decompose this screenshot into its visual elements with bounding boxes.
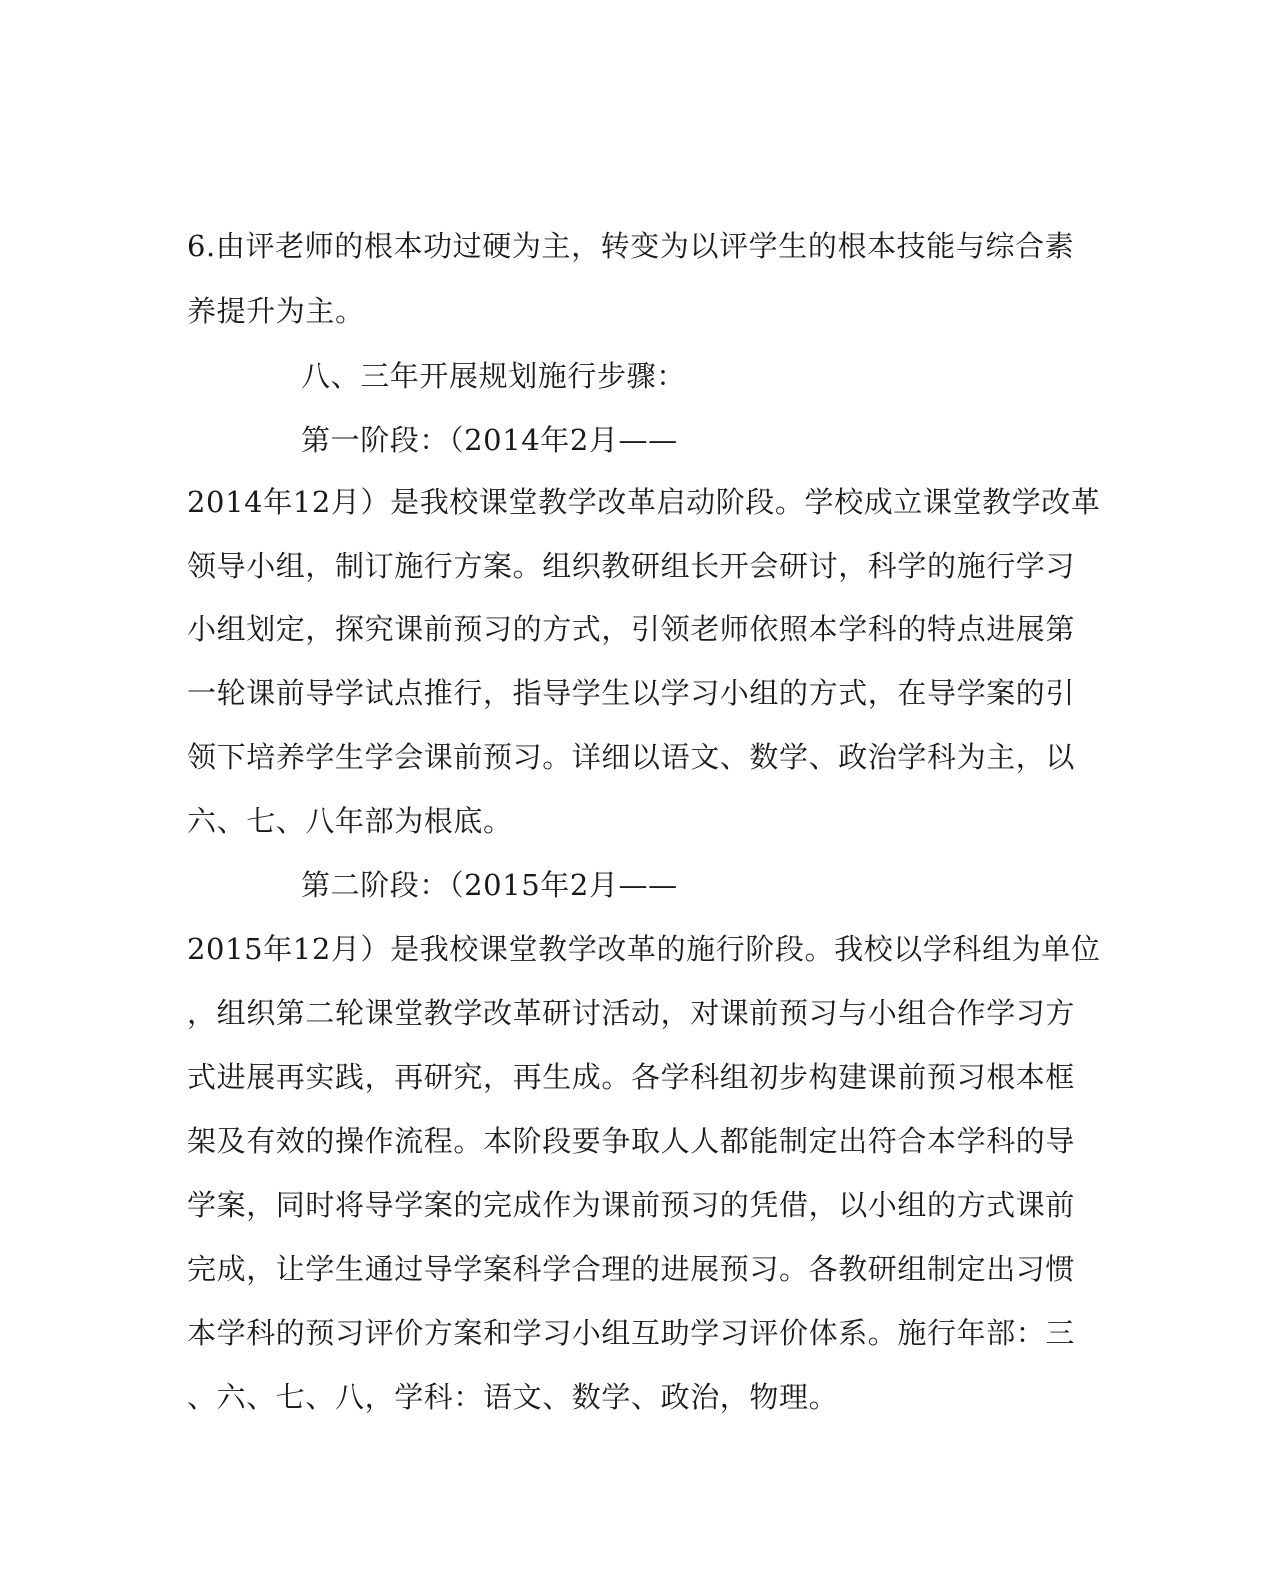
paragraph-line: 领下培养学生学会课前预习。详细以语文、数学、政治学科为主，以 [187, 740, 1076, 774]
paragraph-line: 学案，同时将导学案的完成作为课前预习的凭借，以小组的方式课前 [187, 1188, 1076, 1222]
phase-heading: 第一阶段：（2014年2月—— [301, 423, 678, 457]
paragraph-line: 本学科的预习评价方案和学习小组互助学习评价体系。施行年部：三 [187, 1316, 1076, 1350]
paragraph-line: 2015年12月）是我校课堂教学改革的施行阶段。我校以学科组为单位 [187, 932, 1101, 966]
paragraph-line: ，组织第二轮课堂教学改革研讨活动，对课前预习与小组合作学习方 [187, 996, 1076, 1030]
paragraph-line: 完成，让学生通过导学案科学合理的进展预习。各教研组制定出习惯 [187, 1252, 1076, 1286]
paragraph-line: 领导小组，制订施行方案。组织教研组长开会研讨，科学的施行学习 [187, 549, 1076, 583]
paragraph-line: 架及有效的操作流程。本阶段要争取人人都能制定出符合本学科的导 [187, 1124, 1076, 1158]
paragraph-line: 小组划定，探究课前预习的方式，引领老师依照本学科的特点进展第 [187, 612, 1076, 646]
paragraph-line: 养提升为主。 [187, 294, 365, 328]
paragraph-line: 六、七、八年部为根底。 [187, 804, 513, 838]
paragraph-line: 6.由评老师的根本功过硬为主，转变为以评学生的根本技能与综合素 [187, 229, 1075, 263]
paragraph-line: 、六、七、八，学科：语文、数学、政治，物理。 [187, 1380, 839, 1414]
paragraph-line: 式进展再实践，再研究，再生成。各学科组初步构建课前预习根本框 [187, 1060, 1076, 1094]
paragraph-line: 2014年12月）是我校课堂教学改革启动阶段。学校成立课堂教学改革 [187, 485, 1101, 519]
paragraph-line: 一轮课前导学试点推行，指导学生以学习小组的方式，在导学案的引 [187, 676, 1076, 710]
phase-heading: 第二阶段：（2015年2月—— [301, 868, 678, 902]
section-heading: 八、三年开展规划施行步骤： [301, 359, 686, 393]
